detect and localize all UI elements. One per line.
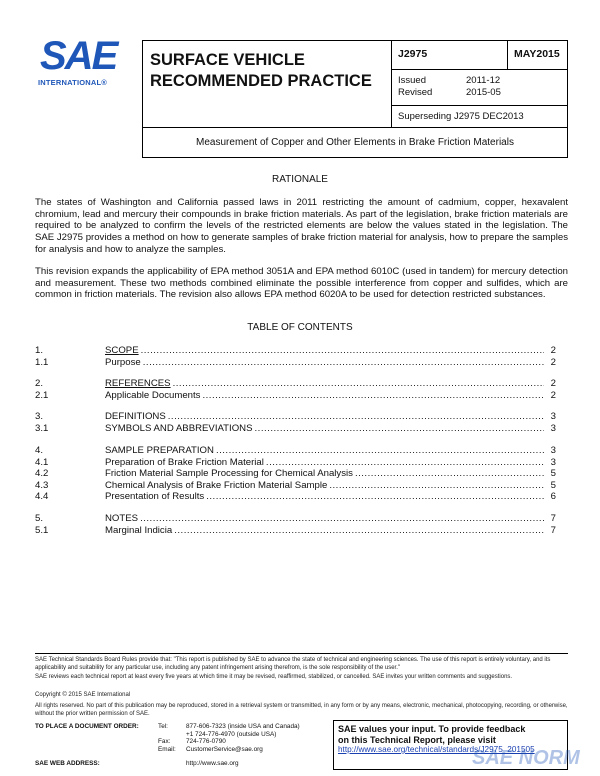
toc-number: 5.1 <box>35 524 49 536</box>
toc-title: REFERENCES <box>105 378 171 389</box>
toc-title: SAMPLE PREPARATION <box>105 445 214 456</box>
watermark-text: SAE NORM <box>472 747 580 769</box>
toc-leader <box>255 423 544 435</box>
toc-number: 4.1 <box>35 456 49 468</box>
toc-number: 4.3 <box>35 479 49 491</box>
tel-1[interactable]: 877-606-7323 (inside USA and Canada) <box>186 723 300 730</box>
toc-entry[interactable] <box>35 357 556 369</box>
toc-leader <box>140 513 544 525</box>
toc-page: 7 <box>550 524 556 536</box>
toc-number: 2.1 <box>35 389 49 401</box>
toc-group-5 <box>35 513 556 536</box>
toc-title: DEFINITIONS <box>105 411 166 422</box>
toc-entry[interactable] <box>35 378 556 390</box>
feedback-link[interactable]: http://www.sae.org/technical/standards/J2975_201505 <box>338 745 535 754</box>
toc-page: 3 <box>550 456 556 468</box>
feedback-line-2: on this Technical Report, please visit <box>338 734 496 745</box>
superseding: Superseding J2975 DEC2013 <box>398 111 524 122</box>
toc-group-4 <box>35 445 556 503</box>
toc-entry[interactable] <box>35 423 556 435</box>
toc-page: 3 <box>550 422 556 434</box>
toc-number: 3.1 <box>35 422 49 434</box>
toc-page: 6 <box>550 491 556 502</box>
toc-leader <box>174 525 544 537</box>
feedback-line-1: SAE values your input. To provide feedback <box>338 724 526 734</box>
document-subtitle: Measurement of Copper and Other Elements in Brake Friction Materials <box>142 128 568 158</box>
document-type <box>142 40 392 128</box>
footer-rules-text: SAE Technical Standards Board Rules provide that: "This report is published by SAE to advance the state of technical and engineering sciences. The use of this report is entirely voluntary, and its applicability and suitability for any particular use, including any patent infringement arising therefrom, is the sole responsibility of the user." <box>35 657 551 671</box>
toc-title: Purpose <box>105 356 141 368</box>
toc-leader <box>202 390 544 402</box>
toc-page: 2 <box>550 378 556 389</box>
toc-leader <box>143 357 544 369</box>
toc-title: Friction Material Sample Processing for Chemical Analysis <box>105 468 353 479</box>
revised-label: Revised <box>398 87 433 98</box>
toc-title: Marginal Indicia <box>105 524 173 536</box>
toc-leader <box>206 491 544 503</box>
fax: 724-776-0790 <box>186 738 226 746</box>
revised-value: 2015-05 <box>466 87 501 98</box>
toc-number: 3. <box>35 411 44 422</box>
toc-page: 2 <box>550 389 556 401</box>
toc-heading: TABLE OF CONTENTS <box>247 322 353 333</box>
title-line-1: SURFACE VEHICLE <box>150 51 305 69</box>
toc-entry[interactable] <box>35 445 556 457</box>
toc-entry[interactable] <box>35 480 556 492</box>
toc-leader <box>141 345 544 357</box>
toc-group-3 <box>35 411 556 434</box>
toc-number: 4.4 <box>35 491 49 502</box>
toc-entry[interactable] <box>35 468 556 480</box>
toc-title: NOTES <box>105 513 139 524</box>
document-number: J2975 <box>392 40 508 70</box>
toc-leader <box>329 480 544 492</box>
rationale-paragraph-2: This revision expands the applicability of EPA method 3051A and EPA method 6010C (used in tandem) for mercury detection and measurement. These two methods combined eliminate the possible interference from copper and sulfides, which are common in friction materials. The revision also allows EPA method 6020A to be used for detection restricted substances. <box>35 266 568 301</box>
toc-entry[interactable] <box>35 457 556 469</box>
toc-title: SCOPE <box>105 345 139 356</box>
toc-number: 5. <box>35 513 44 524</box>
toc-entry[interactable] <box>35 525 556 537</box>
toc-group-1 <box>35 345 556 368</box>
email-link[interactable]: CustomerService@sae.org <box>186 745 263 753</box>
title-line-2: RECOMMENDED PRACTICE <box>150 72 372 90</box>
document-date: MAY2015 <box>508 40 568 70</box>
rationale-paragraph-1: The states of Washington and California passed laws in 2011 restricting the amount of cadmium, copper, hexavalent chromium, lead and mercury their compounds in brake friction materials. As part of the legislation, brake friction materials are required to be analyzed to confirm the levels of the restricted elements are below the values stated in the legislation. The SAE J2975 provides a method on how to generate samples of brake friction material for analysis, how to prepare the samples for analysis and how to analyze the samples. <box>35 197 568 255</box>
toc-page: 5 <box>550 479 556 491</box>
issued-label: Issued <box>398 75 426 86</box>
fax-label: Fax: <box>158 738 171 746</box>
toc-number: 1. <box>35 345 44 356</box>
footer-review-text: SAE reviews each technical report at least every five years at which time it may be revised, reaffirmed, stabilized, or cancelled. SAE invites your written comments and suggestions. <box>35 674 513 680</box>
footer-rights-text: All rights reserved. No part of this publication may be reproduced, stored in a retrieval system or transmitted, in any form or by any means, electronic, mechanical, photocopying, recording, or otherwise, without the prior written permission of SAE. <box>35 703 568 717</box>
toc-entry[interactable] <box>35 345 556 357</box>
toc-leader <box>216 445 544 457</box>
toc-leader <box>355 468 544 480</box>
toc-entry[interactable] <box>35 491 556 503</box>
toc-title: Chemical Analysis of Brake Friction Material Sample <box>105 479 328 491</box>
tel-2[interactable]: +1 724-776-4970 (outside USA) <box>186 730 277 738</box>
toc-page: 3 <box>550 411 556 422</box>
toc-entry[interactable] <box>35 411 556 423</box>
toc-group-2 <box>35 378 556 401</box>
sae-norm-watermark <box>470 742 598 772</box>
toc-entry[interactable] <box>35 390 556 402</box>
web-address <box>35 760 239 767</box>
issue-dates <box>392 70 568 106</box>
toc-leader <box>168 411 544 423</box>
toc-leader <box>173 378 544 390</box>
web-label: SAE WEB ADDRESS: <box>35 760 100 767</box>
toc-title: SYMBOLS AND ABBREVIATIONS <box>105 422 253 434</box>
toc-page: 2 <box>550 356 556 368</box>
toc-title: Applicable Documents <box>105 389 201 401</box>
email-label: Email: <box>158 745 176 753</box>
toc-entry[interactable] <box>35 513 556 525</box>
order-contact <box>35 723 300 753</box>
toc-title: Presentation of Results <box>105 491 205 502</box>
order-label: TO PLACE A DOCUMENT ORDER: <box>35 723 139 730</box>
issued-value: 2011-12 <box>466 75 501 86</box>
toc-page: 3 <box>550 445 556 456</box>
toc-number: 2. <box>35 378 44 389</box>
toc-page: 5 <box>550 468 556 479</box>
toc-page: 7 <box>550 513 556 524</box>
web-link[interactable]: http://www.sae.org <box>186 760 239 767</box>
footer-copyright: Copyright © 2015 SAE International <box>35 692 131 698</box>
toc-leader <box>266 457 544 469</box>
rationale-heading: RATIONALE <box>272 174 328 185</box>
toc-number: 4.2 <box>35 468 49 479</box>
toc-page: 2 <box>550 345 556 356</box>
tel-label: Tel: <box>158 723 168 730</box>
toc-number: 4. <box>35 445 44 456</box>
toc-number: 1.1 <box>35 356 49 368</box>
logo-sub: INTERNATIONAL® <box>38 78 108 87</box>
logo-main: SAE <box>40 34 117 78</box>
toc-title: Preparation of Brake Friction Material <box>105 456 264 468</box>
footer-rule <box>35 653 568 654</box>
